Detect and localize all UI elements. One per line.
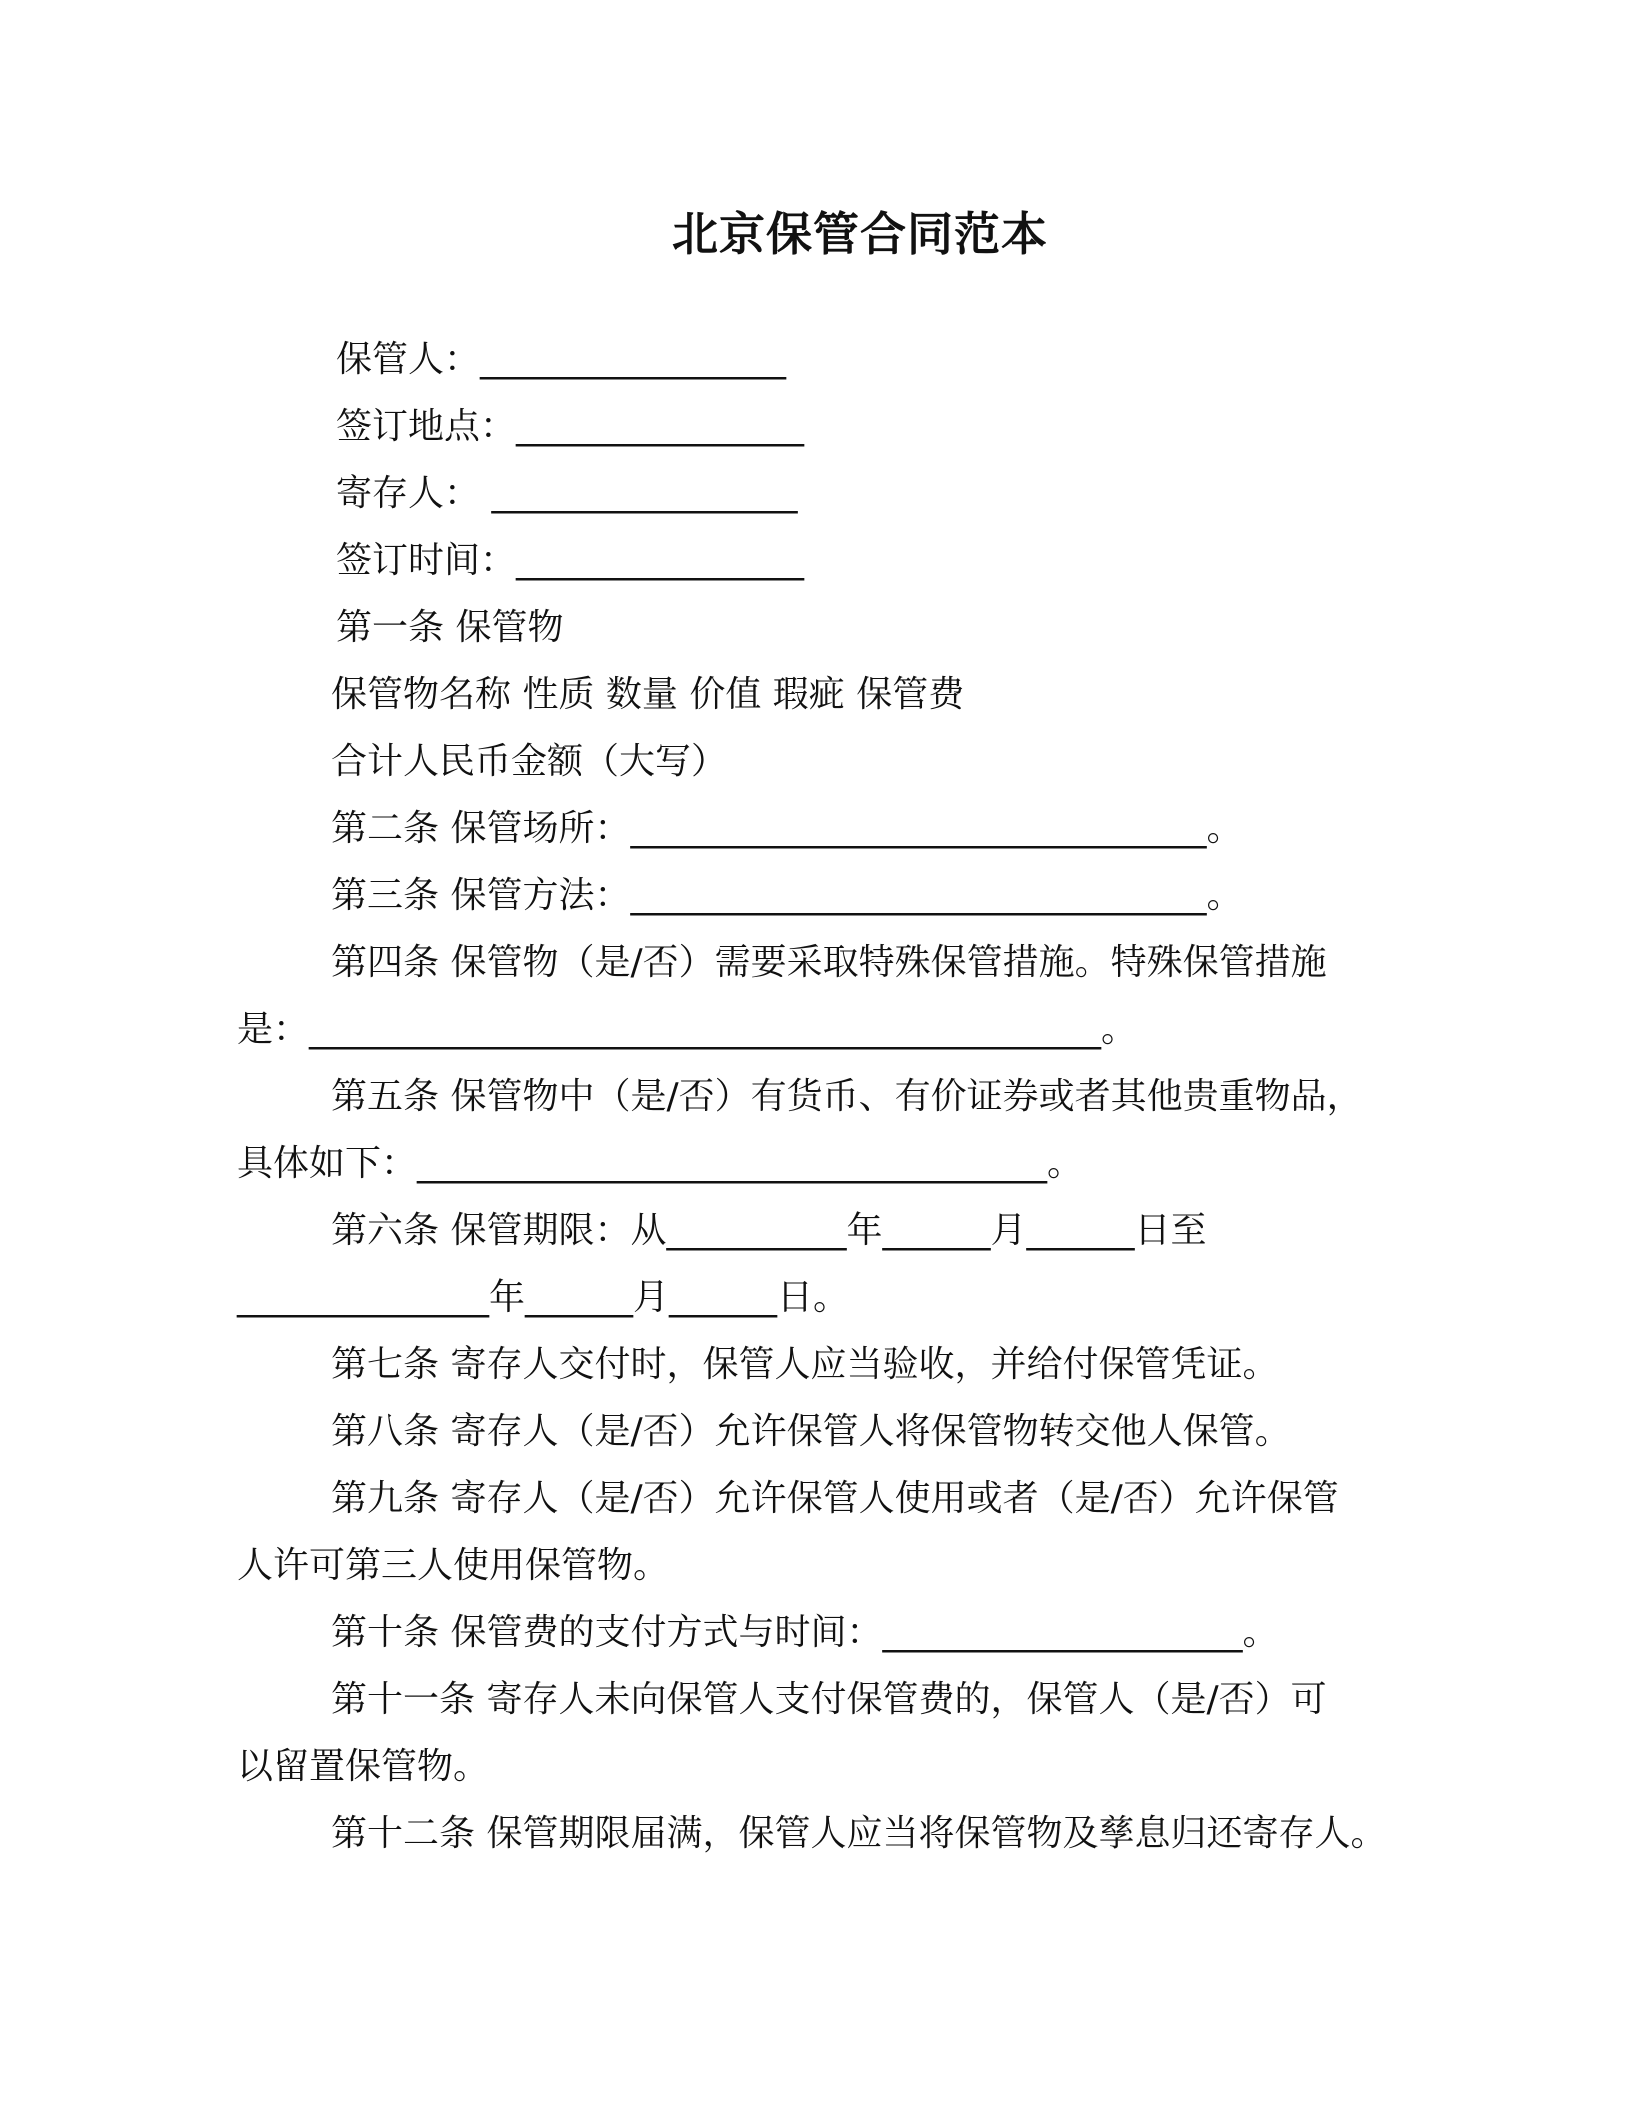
article-4-line-1: 第四条 保管物（是/否）需要采取特殊保管措施。特殊保管措施 [331, 942, 1327, 983]
article-1-total: 合计人民币金额（大写） [331, 741, 728, 782]
article-10: 第十条 保管费的支付方式与时间：____________________。 [331, 1612, 1279, 1653]
article-8: 第八条 寄存人（是/否）允许保管人将保管物转交他人保管。 [331, 1411, 1291, 1452]
field-depositor: 寄存人： _________________ [336, 473, 798, 514]
field-signing-time: 签订时间：________________ [336, 540, 805, 581]
article-5-line-1: 第五条 保管物中（是/否）有货币、有价证券或者其他贵重物品， [331, 1076, 1363, 1117]
article-3: 第三条 保管方法：________________________________。 [331, 875, 1243, 916]
article-1-heading: 第一条 保管物 [336, 607, 564, 648]
document-title: 北京保管合同范本 [672, 207, 1048, 261]
article-11-line-1: 第十一条 寄存人未向保管人支付保管费的，保管人（是/否）可 [331, 1679, 1327, 1720]
field-signing-place: 签订地点：________________ [336, 406, 805, 447]
article-6-line-2: ______________年______月______日。 [237, 1277, 849, 1318]
field-custodian: 保管人：_________________ [336, 339, 787, 380]
article-12: 第十二条 保管期限届满，保管人应当将保管物及孳息归还寄存人。 [331, 1813, 1387, 1854]
article-9-line-2: 人许可第三人使用保管物。 [237, 1545, 670, 1586]
article-9-line-1: 第九条 寄存人（是/否）允许保管人使用或者（是/否）允许保管 [331, 1478, 1339, 1519]
article-7: 第七条 寄存人交付时，保管人应当验收，并给付保管凭证。 [331, 1344, 1279, 1385]
article-11-line-2: 以留置保管物。 [237, 1746, 490, 1787]
article-2: 第二条 保管场所：________________________________。 [331, 808, 1243, 849]
article-4-line-2: 是：____________________________________________。 [237, 1009, 1137, 1050]
article-5-line-2: 具体如下：___________________________________。 [237, 1143, 1084, 1184]
article-6-line-1: 第六条 保管期限：从__________年______月______日至 [331, 1210, 1207, 1251]
article-1-items: 保管物名称 性质 数量 价值 瑕疵 保管费 [331, 674, 965, 715]
